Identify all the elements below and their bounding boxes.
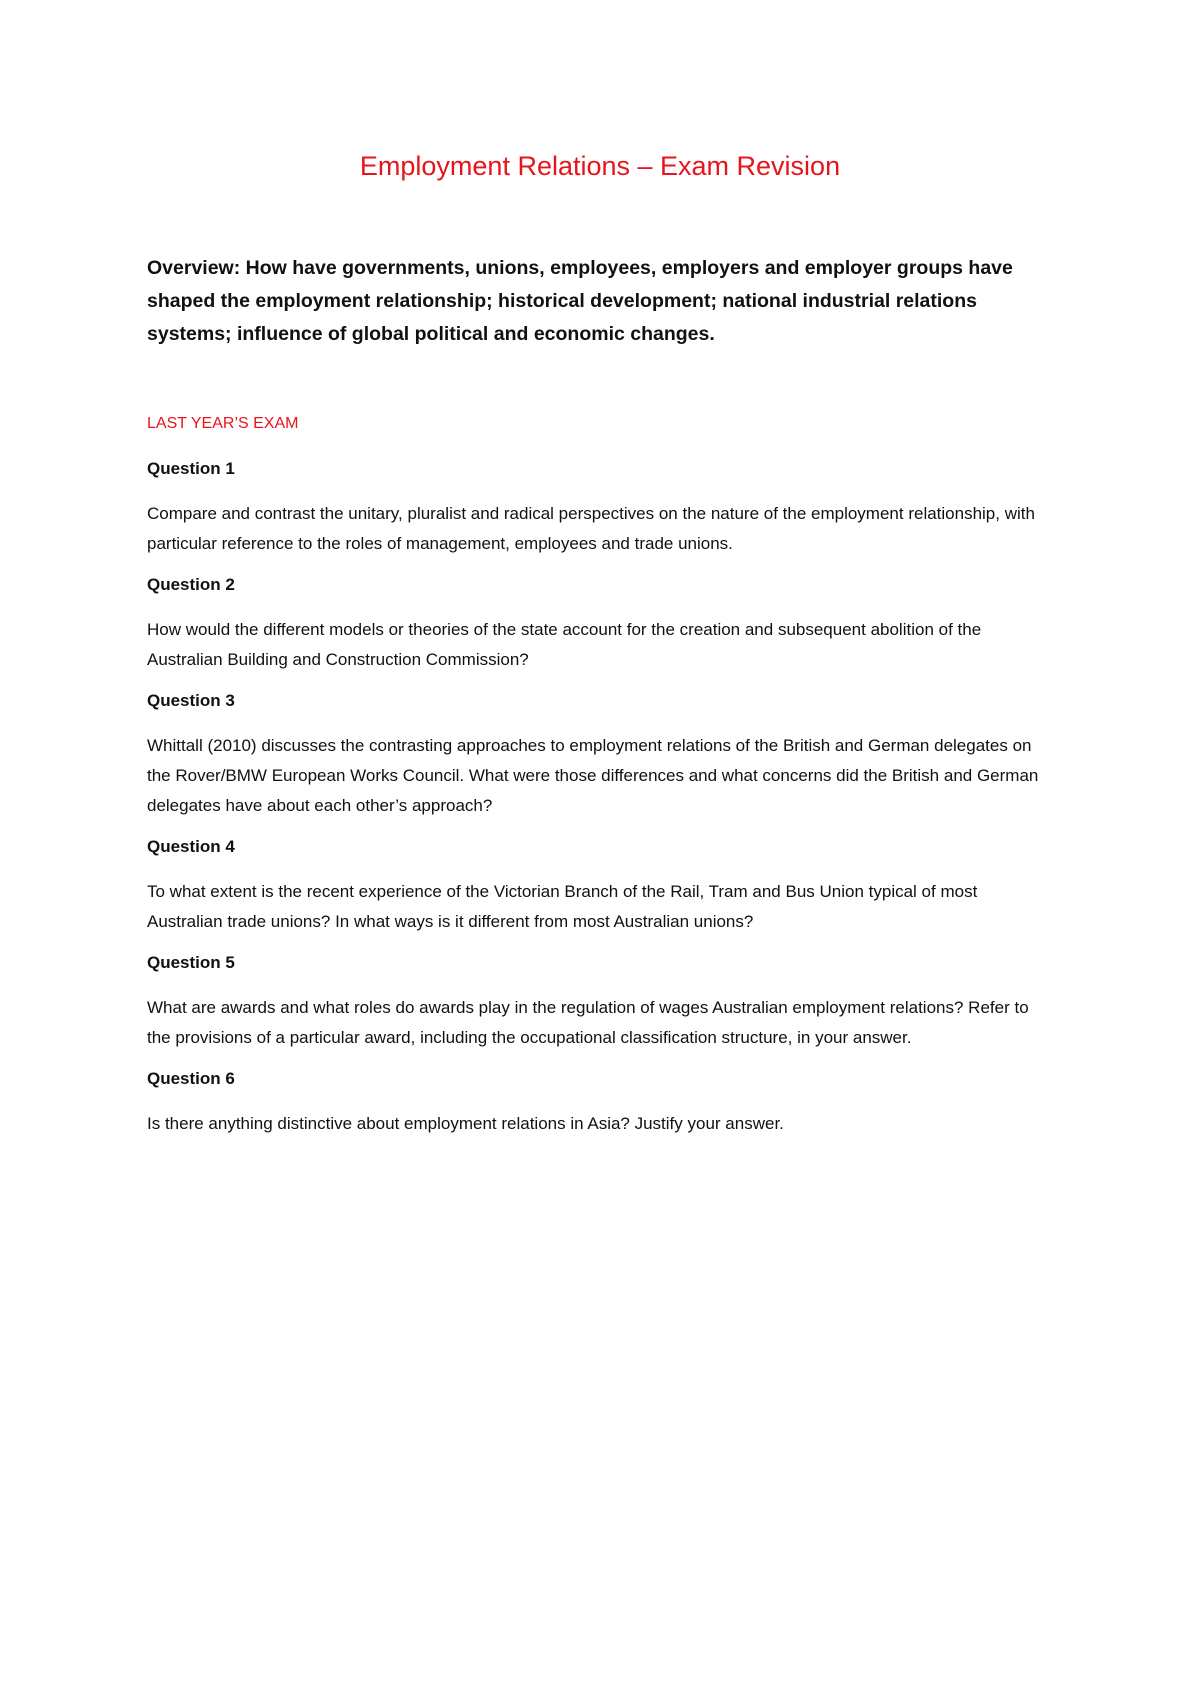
overview-paragraph: Overview: How have governments, unions, employees, employers and employer groups have shaped the employment relationship; historical development; national industrial relations systems; influence of global political and economic changes. (147, 257, 1013, 345)
document-title: Employment Relations – Exam Revision (359, 151, 841, 181)
question-text-5: What are awards and what roles do awards play in the regulation of wages Australian employment relations? Refer to the provisions of a particular award, including the occupational classification structure, in your answer. (147, 998, 1029, 1047)
question-text-6: Is there anything distinctive about employment relations in Asia? Justify your answer. (147, 1114, 784, 1133)
question-heading-2: Question 2 (147, 575, 235, 594)
question-heading-6: Question 6 (147, 1069, 235, 1088)
exam-questions-section (147, 412, 1047, 1153)
question-text-1: Compare and contrast the unitary, pluralist and radical perspectives on the nature of the employment relationship, with particular reference to the roles of management, employees and trade unions. (147, 504, 1035, 553)
question-text-4: To what extent is the recent experience of the Victorian Branch of the Rail, Tram and Bus Union typical of most Australian trade unions? In what ways is it different from most Australian unions? (147, 882, 978, 931)
question-text-3: Whittall (2010) discusses the contrasting approaches to employment relations of the British and German delegates on the Rover/BMW European Works Council. What were those differences and what concerns did the British and German delegates have about each other’s approach? (147, 736, 1039, 815)
question-heading-5: Question 5 (147, 953, 235, 972)
question-heading-4: Question 4 (147, 837, 235, 856)
question-text-2: How would the different models or theories of the state account for the creation and subsequent abolition of the Australian Building and Construction Commission? (147, 620, 982, 669)
question-heading-3: Question 3 (147, 691, 235, 710)
question-heading-1: Question 1 (147, 459, 235, 478)
section-heading: LAST YEAR’S EXAM (147, 415, 299, 432)
